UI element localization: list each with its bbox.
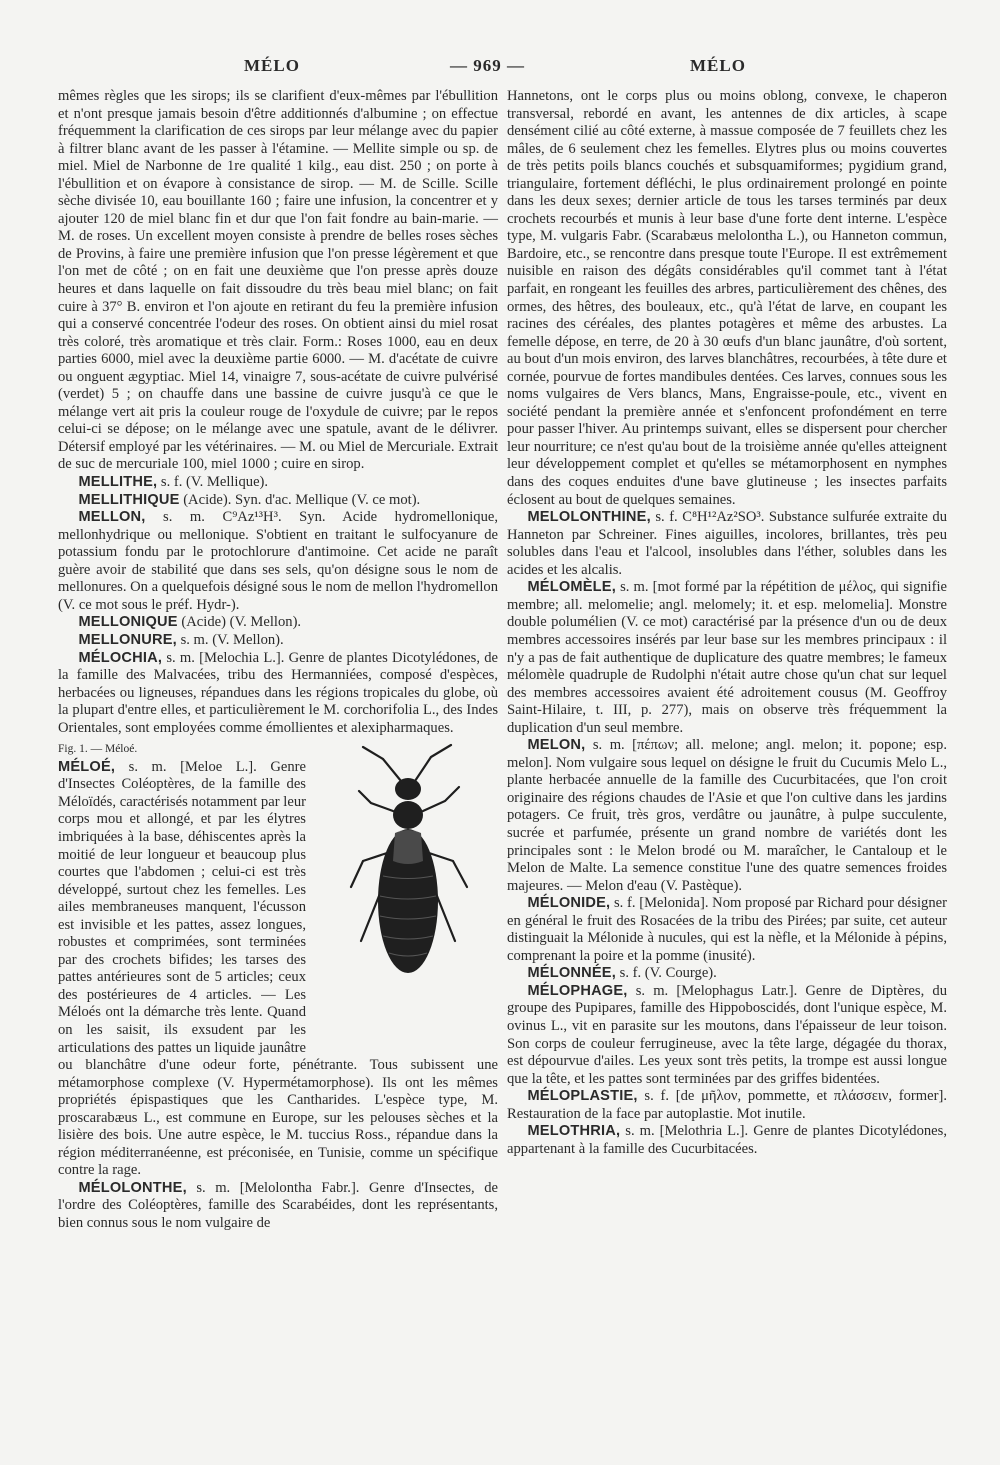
entry-body: (Acide). Syn. d'ac. Mellique (V. ce mot).	[179, 491, 421, 508]
antenna-right	[415, 745, 451, 781]
headword: MELON,	[527, 737, 586, 754]
entry-body: s. m. [πέπων; all. melone; angl. melon; it. popone; esp. melon]. Nom vulgaire sous lequel on désigne le fruit du Cucumis Melo L., plante herbacée annuelle de la famille des Cucurbitacées, que l'on croit originaire des régions chaudes de l'Asie et que l'on cultive dans les jardins potagers. Ce fruit, très gros, verdâtre ou jaunâtre, à pulpe succulente, sucrée et parfumée, présente un grand nombre de variétés dont les principales sont : le Melon brodé ou M. maraîcher, le Cantaloup et le Melon de Malte. La semence constitue l'une des quatre semences froides majeures. — Melon d'eau (V. Pastèque).	[507, 737, 947, 894]
entry-melonnee	[507, 965, 947, 983]
entry-melothria	[507, 1123, 947, 1158]
header-right-guideword: MÉLO	[690, 56, 746, 75]
beetle-head	[395, 778, 421, 800]
headword: MELOTHRIA,	[527, 1123, 621, 1140]
headword: MÉLOPLASTIE,	[527, 1088, 638, 1105]
entry-mellonure	[58, 632, 498, 650]
headword: MELLITHE,	[78, 474, 158, 491]
running-header	[0, 56, 1000, 86]
headword: MELLITHIQUE	[78, 491, 180, 508]
headword: MÉLONIDE,	[527, 895, 611, 912]
page-number: — 969 —	[450, 56, 525, 75]
right-column	[507, 88, 947, 1158]
left-column	[58, 88, 498, 1233]
figure-caption: Fig. 1. — Méloé.	[58, 743, 138, 756]
entry-body: s. m. [Melophagus Latr.]. Genre de Diptères, du groupe des Pupipares, famille des Hippoboscidés, dont l'unique espèce, M. ovinus L., vit en parasite sur les moutons, dans l'épaisseur de leur toison. Son corps de couleur ferrugineuse, avec la tête large, dégagée du thorax, est dépourvue d'ailes. Les yeux sont très petits, la trompe est aussi longue que la tête, et les pattes sont terminées par des griffes bidentées.	[507, 982, 947, 1087]
entry-body: s. m. [Melolontha Fabr.]. Genre d'Insectes, de l'ordre des Coléoptères, famille des Scarabéides, dont les représentants, bien connus sous le nom vulgaire de	[58, 1179, 498, 1231]
leg-front-right	[423, 787, 459, 811]
entry-body: s. m. [Melochia L.]. Genre de plantes Dicotylédones, de la famille des Malvacées, tribu des Hermanniées, composé d'espèces, herbacées ou ligneuses, répandues dans les régions tropicales du globe, où la plupart d'entre elles, et particulièrement le M. corchorifolia L., des Indes Orientales, sont employées comme émollientes et alexipharmaques.	[58, 649, 498, 736]
antenna-left	[363, 747, 401, 781]
headword: MELOLONTHINE,	[527, 509, 651, 526]
entry-melochia	[58, 650, 498, 738]
headword: MÉLONNÉE,	[527, 965, 616, 982]
entry-body: s. f. [de μῆλον, pommette, et πλάσσειν, former]. Restauration de la face par autoplastie. Mot inutile.	[507, 1088, 947, 1122]
beetle-illustration	[333, 741, 483, 1011]
entry-melophage	[507, 983, 947, 1088]
entry-body: s. f. C⁸H¹²Az²SO³. Substance sulfurée extraite du Hanneton par Schreiner. Fines aiguilles, incolores, brillantes, très peu solubles dans l'eau et l'alcool, insolubles dans l'éther, solubles dans les acides et les alcalis.	[507, 509, 947, 578]
entry-melonide	[507, 895, 947, 965]
entry-mellithe	[58, 474, 498, 492]
entry-meloplastie	[507, 1088, 947, 1123]
entry-continuation-melolonthe: Hannetons, ont le corps plus ou moins oblong, convexe, le chaperon transversal, rebordé en avant, les antennes de dix articles, à scape densément cilié au côté externe, à massue composée de 7 feuillets chez les mâles, de 6 seulement chez les femelles. Elytres plus ou moins couvertes de très petits poils blancs couchés et subsquamiformes; pygidium grand, triangulaire, fortement défléchi, le plus ordinairement prolongé en pointe dans les deux sexes; dernier article de tous les tarses terminés par deux crochets recourbés et munis à leur base d'une forte dent interne. L'espèce type, M. vulgaris Fabr. (Scarabæus melolontha L.), ou Hanneton commun, Bardoire, etc., se rencontre dans presque toute l'Europe. Il est extrêmement nuisible en raison des dégâts considérables qu'il commet tant à l'état parfait, en rongeant les feuilles des arbres, particulièrement des chênes, des ormes, des hêtres, des bouleaux, etc., qu'à l'état de larve, en coupant les racines des céréales, des plantes potagères et même des arbustes. La femelle dépose, en terre, de 20 à 30 œufs d'un blanc jaunâtre, d'où sortent, au bout d'un mois environ, des larves blanchâtres, recourbées, à tête dure et cornée, pourvue de fortes mandibules dentées. Ces larves, connues sous les noms vulgaires de Vers blancs, Mans, Engraisse-poule, etc., vivent en société pendant la première année et s'enfoncent profondément en terre pour passer l'hiver. Au printemps suivant, elles se dispersent pour chercher leur nourriture; ce n'est qu'au bout de la troisième année qu'elles atteignent leur développement complet et qu'elles se métamorphosent en nymphes dans des coques enduites d'une bave glutineuse ; les insectes parfaits éclosent au bout de quelques semaines.	[507, 88, 947, 508]
entry-body: (Acide) (V. Mellon).	[177, 614, 302, 631]
entry-body: s. f. (V. Mellique).	[157, 474, 269, 491]
figure-meloe	[314, 741, 502, 1041]
headword: MÉLOLONTHE,	[78, 1179, 187, 1196]
entry-melomele	[507, 579, 947, 737]
entry-mellon	[58, 509, 498, 614]
entry-body: s. m. (V. Mellon).	[176, 631, 284, 648]
headword: MELLONURE,	[78, 631, 177, 648]
entry-continuation-mellite: mêmes règles que les sirops; ils se clarifient d'eux-mêmes par l'ébullition et n'ont presque jamais besoin d'être additionnés d'albumine ; on effectue fréquemment la clarification de ces sirops par leur mélange avec du papier à filtrer blanc avant de les passer à l'étamine. — Mellite simple ou sp. de miel. Miel de Narbonne de 1re qualité 1 kilg., eau dist. 250 ; on porte à l'ébullition et on évapore à consistance de sirop. — M. de Scille. Scille sèche divisée 10, eau bouillante 160 ; faire une infusion, la concentrer et y ajouter 120 de miel blanc fin et dur que l'on fait fondre au bain-marie. — M. de roses. Un excellent moyen consiste à prendre de belles roses sèches de Provins, à faire une première infusion que l'on presse légèrement et que l'on met de côté ; on en fait une deuxième que l'on presse après douze heures et dans laquelle on fait dissoudre du très beau miel blanc; on fait cuire à 37° B. environ et l'on ajoute en retirant du feu la première infusion qui a conservé concentrée l'odeur des roses. On obtient ainsi du miel rosat très coloré, très aromatique et très clair. Form.: Roses 1000, eau en deux parties 6000, miel avec la deuxième partie 6000. — M. d'acétate de cuivre ou onguent ægyptiac. Miel 14, vinaigre 7, sous-acétate de cuivre pulvérisé (verdet) 5 ; on chauffe dans une bassine de cuivre jusqu'à ce que le mélange vert ait pris la couleur rouge de l'oxydule de cuivre; par le repos celui-ci se dépose; on le mélange avec une spatule, avant de le délivrer. Détersif employé par les vétérinaires. — M. ou Miel de Mercuriale. Extrait de suc de mercuriale 100, miel 1000 ; cuire en sirop.	[58, 88, 498, 473]
entry-melolonthine	[507, 509, 947, 579]
entry-body: s. f. (V. Courge).	[616, 965, 717, 982]
entry-body: s. f. [Melonida]. Nom proposé par Richard pour désigner en général le fruit des Rosacées de la tribu des Pirées; par suite, cet auteur distinguait la Mélonide à nucules, qui est la nèfle, et la Mélonide à pépins, comprenant la poire et la pomme (inusité).	[507, 895, 947, 964]
headword: MÉLOMÈLE,	[527, 579, 616, 596]
beetle-thorax	[393, 801, 423, 829]
leg-front-left	[359, 791, 393, 811]
headword: MÉLOÉ,	[58, 758, 116, 775]
headword: MELLONIQUE	[78, 614, 178, 631]
header-left-guideword: MÉLO	[244, 56, 300, 75]
entry-body: s. m. [Melothria L.]. Genre de plantes Dicotylédones, appartenant à la famille des Cucurbitacées.	[507, 1123, 947, 1157]
beetle-elytra	[393, 830, 423, 864]
headword: MÉLOCHIA,	[78, 649, 163, 666]
headword: MÉLOPHAGE,	[527, 982, 628, 999]
entry-body: s. m. C⁹Az¹³H³. Syn. Acide hydromellonique, mellonhydrique ou mellonique. S'obtient en traitant le sulfocyanure de potassium fondu par le protochlorure d'antimoine. Cet acide ne paraît guère avoir de stabilité que dans ses sels, qu'on désigne sous le nom de mellonures. On a quelquefois désigné sous le nom de mellon l'hydromellon (V. ce mot sous le préf. Hydr-).	[58, 509, 498, 613]
headword: MELLON,	[78, 509, 146, 526]
entry-body: s. m. [Meloe L.]. Genre d'Insectes Coléoptères, de la famille des Méloïdés, caractérisés notamment par leur corps mou et allongé, et par les élytres imbriquées à la base, déhiscentes après la moitié de leur longueur et beaucoup plus courtes que l'abdomen ; celui-ci est très développé, surtout chez les femelles. Les ailes membraneuses manquent, l'écusson est invisible et les pattes, assez longues, robustes et comprimées, sont terminées par des crochets bifides; les tarses des pattes antérieures sont de 5 articles; ceux des postérieures de 4 articles. — Les Méloés ont la démarche très lente. Quand on les saisit, ils exsudent par les articulations des pattes un liquide jaunâtre ou blanchâtre d'une odeur forte, pénétrante. Tous subissent une métamorphose complexe (V. Hypermétamorphose). Ils ont les mêmes propriétés épispastiques que les Cantharides. L'espèce type, M. proscarabæus L., est commune en Europe, sur les pelouses sèches et la lisière des bois. Une autre espèce, le M. tuccius Ross., répandue dans la région méditerranéenne, est préconisée, en Tunisie, comme un spécifique contre la rage.	[58, 758, 498, 1179]
entry-body: s. m. [mot formé par la répétition de μέλος, qui signifie membre; all. melomelie; angl. melomely; it. et esp. melomelia]. Monstre double polumélien (V. ce mot) caractérisé par la présence d'un ou de deux membres accessoires insérés par leur base sur les membres principaux : il n'y a pas de fait authentique de duplicature des quatre membres; le fameux mélomèle quadruple de Rudolphi n'était autre chose qu'un chat sur lequel des membres accessoires avaient été adroitement cousus (M. Geoffroy Saint-Hilaire, t. III, p. 277), mais on observe très fréquemment la duplication d'un seul membre.	[507, 579, 947, 736]
entry-melolonthe	[58, 1180, 498, 1233]
entry-melon	[507, 737, 947, 895]
entry-mellonique	[58, 614, 498, 632]
entry-mellithique	[58, 492, 498, 510]
